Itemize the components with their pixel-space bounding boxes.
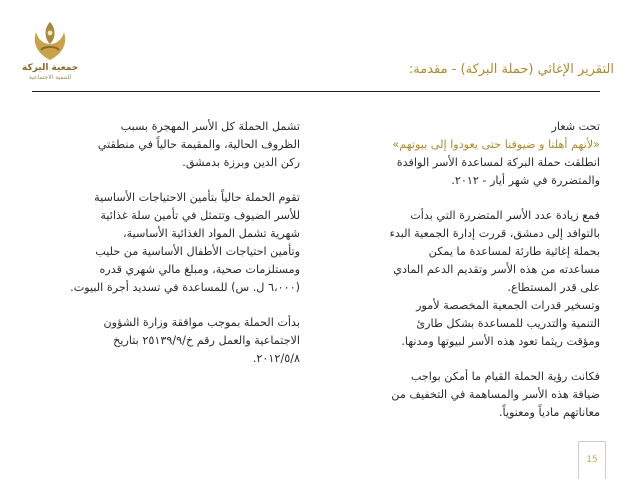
text-line: بدأت الحملة بموجب موافقة وزارة الشؤون <box>103 316 300 329</box>
association-logo <box>22 20 78 90</box>
text-line: الظروف الحالية، والمقيمة حالياً في منطقتي <box>97 138 300 151</box>
text-line: وتسخير قدرات الجمعية المخصصة لأمور <box>416 299 600 312</box>
text-line: فمع زيادة عدد الأسر المتضررة التي بدأت <box>410 209 600 222</box>
text-line: على قدر المستطاع. <box>507 281 600 294</box>
campaign-scope-paragraph <box>32 118 300 172</box>
header-divider <box>32 91 600 92</box>
text-line: بحملة إغاثية طارئة لمساعدة ما يمكن <box>428 245 600 258</box>
text-line: بالتوافد إلى دمشق، قررت إدارة الجمعية البدء <box>389 227 600 240</box>
campaign-reason-paragraph <box>338 207 600 351</box>
text-line: ومستلزمات صحية، ومبلغ مالي شهري قدره <box>99 263 300 276</box>
text-line: تشمل الحملة كل الأسر المهجرة بسبب <box>120 120 300 133</box>
text-line: (٦،٠٠٠ ل. س) للمساعدة في تسديد أجرة البيوت. <box>70 281 300 294</box>
page-number-badge <box>578 441 606 479</box>
logo-subtitle: للتنمية الاجتماعية <box>28 74 72 81</box>
text-line: تحت شعار <box>551 120 600 133</box>
text-line: ومؤقت ريثما تعود هذه الأسر لبيوتها ومدنها. <box>401 335 600 348</box>
text-line: شهرية تشمل المواد الغذائية الأساسية، <box>123 227 300 240</box>
right-column <box>338 118 600 439</box>
text-line: والمتضررة في شهر أيار - ٢٠١٢. <box>451 174 600 187</box>
text-line: وتأمين احتياجات الأطفال الأساسية من حليب <box>95 245 300 258</box>
page-number: 15 <box>586 455 598 465</box>
text-line: ٢٠١٢/٥/٨. <box>252 352 300 365</box>
text-line: انطلقت حملة البركة لمساعدة الأسر الوافدة <box>396 156 600 169</box>
text-line: الاجتماعية والعمل رقم خ/٢٥١٣٩/٩ بتاريخ <box>113 334 300 347</box>
text-line: فكانت رؤية الحملة القيام ما أمكن بواجب <box>410 370 600 383</box>
campaign-slogan: «لأنهم أهلنا و ضيوفنا حتى يعودوا إلى بيوتهم» <box>392 138 600 151</box>
text-line: التنمية والتدريب للمساعدة بشكل طارئ <box>416 317 600 330</box>
text-line: ضيافة هذه الأسر والمساهمة في التخفيف من <box>391 388 600 401</box>
logo-name: جمعية البركة <box>22 63 79 73</box>
text-line: تقوم الحملة حالياً بتأمين الاحتياجات الأساسية <box>94 191 300 204</box>
campaign-vision-paragraph <box>338 368 600 422</box>
campaign-intro-paragraph <box>338 118 600 190</box>
text-line: للأسر الضيوف وتتمثل في تأمين سلة غذائية <box>100 209 300 222</box>
campaign-approval-paragraph <box>32 314 300 368</box>
logo-emblem-icon <box>28 20 72 62</box>
text-line: ركن الدين وبرزة بدمشق. <box>182 156 300 169</box>
text-line: مساعدته من هذه الأسر وتقديم الدعم المادي <box>393 263 600 276</box>
text-line: معاناتهم مادياً ومعنوياً. <box>498 406 600 419</box>
page-title: التقرير الإغاثي (حملة البركة) - مقدمة: <box>408 62 614 77</box>
campaign-services-paragraph <box>32 189 300 297</box>
left-column <box>32 118 300 385</box>
